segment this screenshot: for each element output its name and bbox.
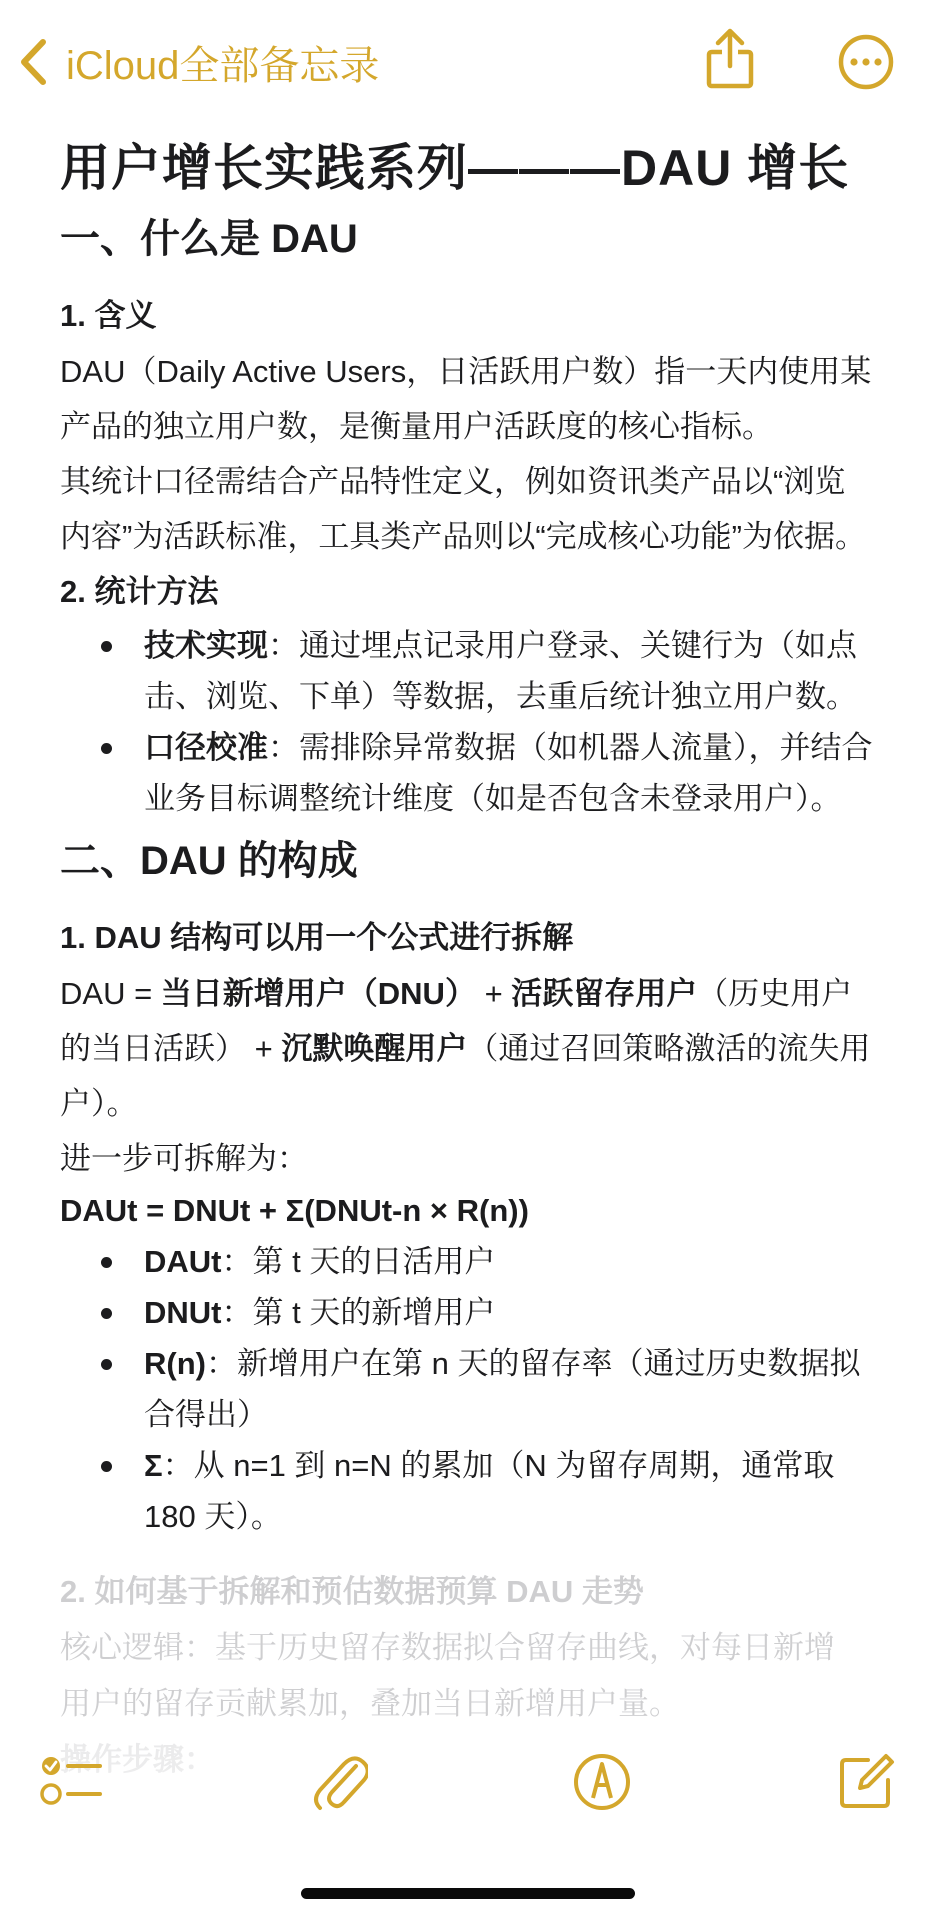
method-list xyxy=(60,620,876,824)
section-heading-1: 一、什么是 DAU xyxy=(60,217,358,261)
navigation-bar xyxy=(0,0,936,120)
back-button[interactable] xyxy=(18,30,379,94)
item-text: ：新增用户在第 n 天的留存率（通过历史数据拟合得出） xyxy=(144,1346,861,1432)
compose-button[interactable] xyxy=(838,1752,896,1815)
item-label: DAUt xyxy=(144,1244,222,1279)
list-item xyxy=(60,722,876,824)
faded-line: 核心逻辑：基于历史留存数据拟合留存曲线，对每日新增 xyxy=(60,1630,835,1665)
formula-line: DAUt = DNUt + Σ(DNUt-n × R(n)) xyxy=(60,1193,529,1228)
subheading-methods: 2. 统计方法 xyxy=(60,574,219,609)
item-text: ：第 t 天的日活用户 xyxy=(221,1244,496,1279)
item-text: ：第 t 天的新增用户 xyxy=(221,1295,496,1330)
paragraph-definition: DAU（Daily Active Users，日活跃用户数）指一天内使用某产品的独立用户数，是衡量用户活跃度的核心指标。 xyxy=(60,354,872,444)
item-text: ：通过埋点记录用户登录、关键行为（如点击、浏览、下单）等数据，去重后统计独立用户数。 xyxy=(144,628,857,714)
note-body[interactable] xyxy=(0,120,936,1920)
paragraph-criteria: 其统计口径需结合产品特性定义，例如资讯类产品以“浏览内容”为活跃标准，工具类产品则以“完成核心功能”为依据。 xyxy=(60,464,866,554)
item-text: ：从 n=1 到 n=N 的累加（N 为留存周期，通常取 180 天）。 xyxy=(144,1448,835,1534)
term-retained: 活跃留存用户 xyxy=(511,976,698,1011)
attachment-button[interactable] xyxy=(312,1752,368,1817)
term-dnu: 当日新增用户（DNU） xyxy=(160,976,476,1011)
faded-line: 用户的留存贡献累加，叠加当日新增用户量。 xyxy=(60,1686,680,1721)
formula-prefix: DAU = xyxy=(60,976,161,1011)
item-label: DNUt xyxy=(144,1295,222,1330)
markup-button[interactable] xyxy=(572,1752,632,1817)
back-label: iCloud全部备忘录 xyxy=(66,43,380,88)
list-item xyxy=(60,620,876,722)
subheading-formula: 1. DAU 结构可以用一个公式进行拆解 xyxy=(60,920,574,955)
paperclip-icon xyxy=(312,1752,368,1812)
item-label: 技术实现 xyxy=(144,628,268,663)
item-label: R(n) xyxy=(144,1346,206,1381)
share-button[interactable] xyxy=(706,28,754,95)
list-item xyxy=(60,1236,876,1287)
list-item xyxy=(60,1287,876,1338)
subheading-meaning: 1. 含义 xyxy=(60,298,157,333)
plus-sign: + xyxy=(475,976,512,1011)
list-item xyxy=(60,1440,876,1542)
plus-sign: + xyxy=(246,1031,282,1066)
paragraph-formula xyxy=(60,966,876,1131)
chevron-left-icon xyxy=(18,38,48,86)
formula-definition-list xyxy=(60,1236,876,1542)
item-text: ：需排除异常数据（如机器人流量），并结合业务目标调整统计维度（如是否包含未登录用户）。 xyxy=(144,730,873,816)
faded-subheading: 2. 如何基于拆解和预估数据预算 DAU 走势 xyxy=(60,1574,644,1609)
item-label: 口径校准 xyxy=(144,730,268,765)
markup-pen-icon xyxy=(572,1752,632,1812)
checklist-button[interactable] xyxy=(40,1752,104,1813)
item-label: Σ xyxy=(144,1448,163,1483)
term-reactivated: 沉默唤醒用户 xyxy=(281,1031,468,1066)
term-reactivated-note: （通过召回策略激活的流失用户）。 xyxy=(60,1031,871,1121)
more-button[interactable] xyxy=(838,34,894,95)
note-title: 用户增长实践系列———DAU 增长 xyxy=(60,140,850,196)
share-icon xyxy=(706,28,754,90)
more-ellipsis-icon xyxy=(838,34,894,90)
home-indicator xyxy=(301,1888,635,1899)
section-heading-2: 二、DAU 的构成 xyxy=(60,839,358,883)
checklist-icon xyxy=(40,1752,104,1808)
list-item xyxy=(60,1338,876,1440)
paragraph-further: 进一步可拆解为： xyxy=(60,1141,308,1176)
term-retained-note: （历史用户的当日活跃） xyxy=(60,976,853,1066)
compose-icon xyxy=(838,1752,896,1810)
